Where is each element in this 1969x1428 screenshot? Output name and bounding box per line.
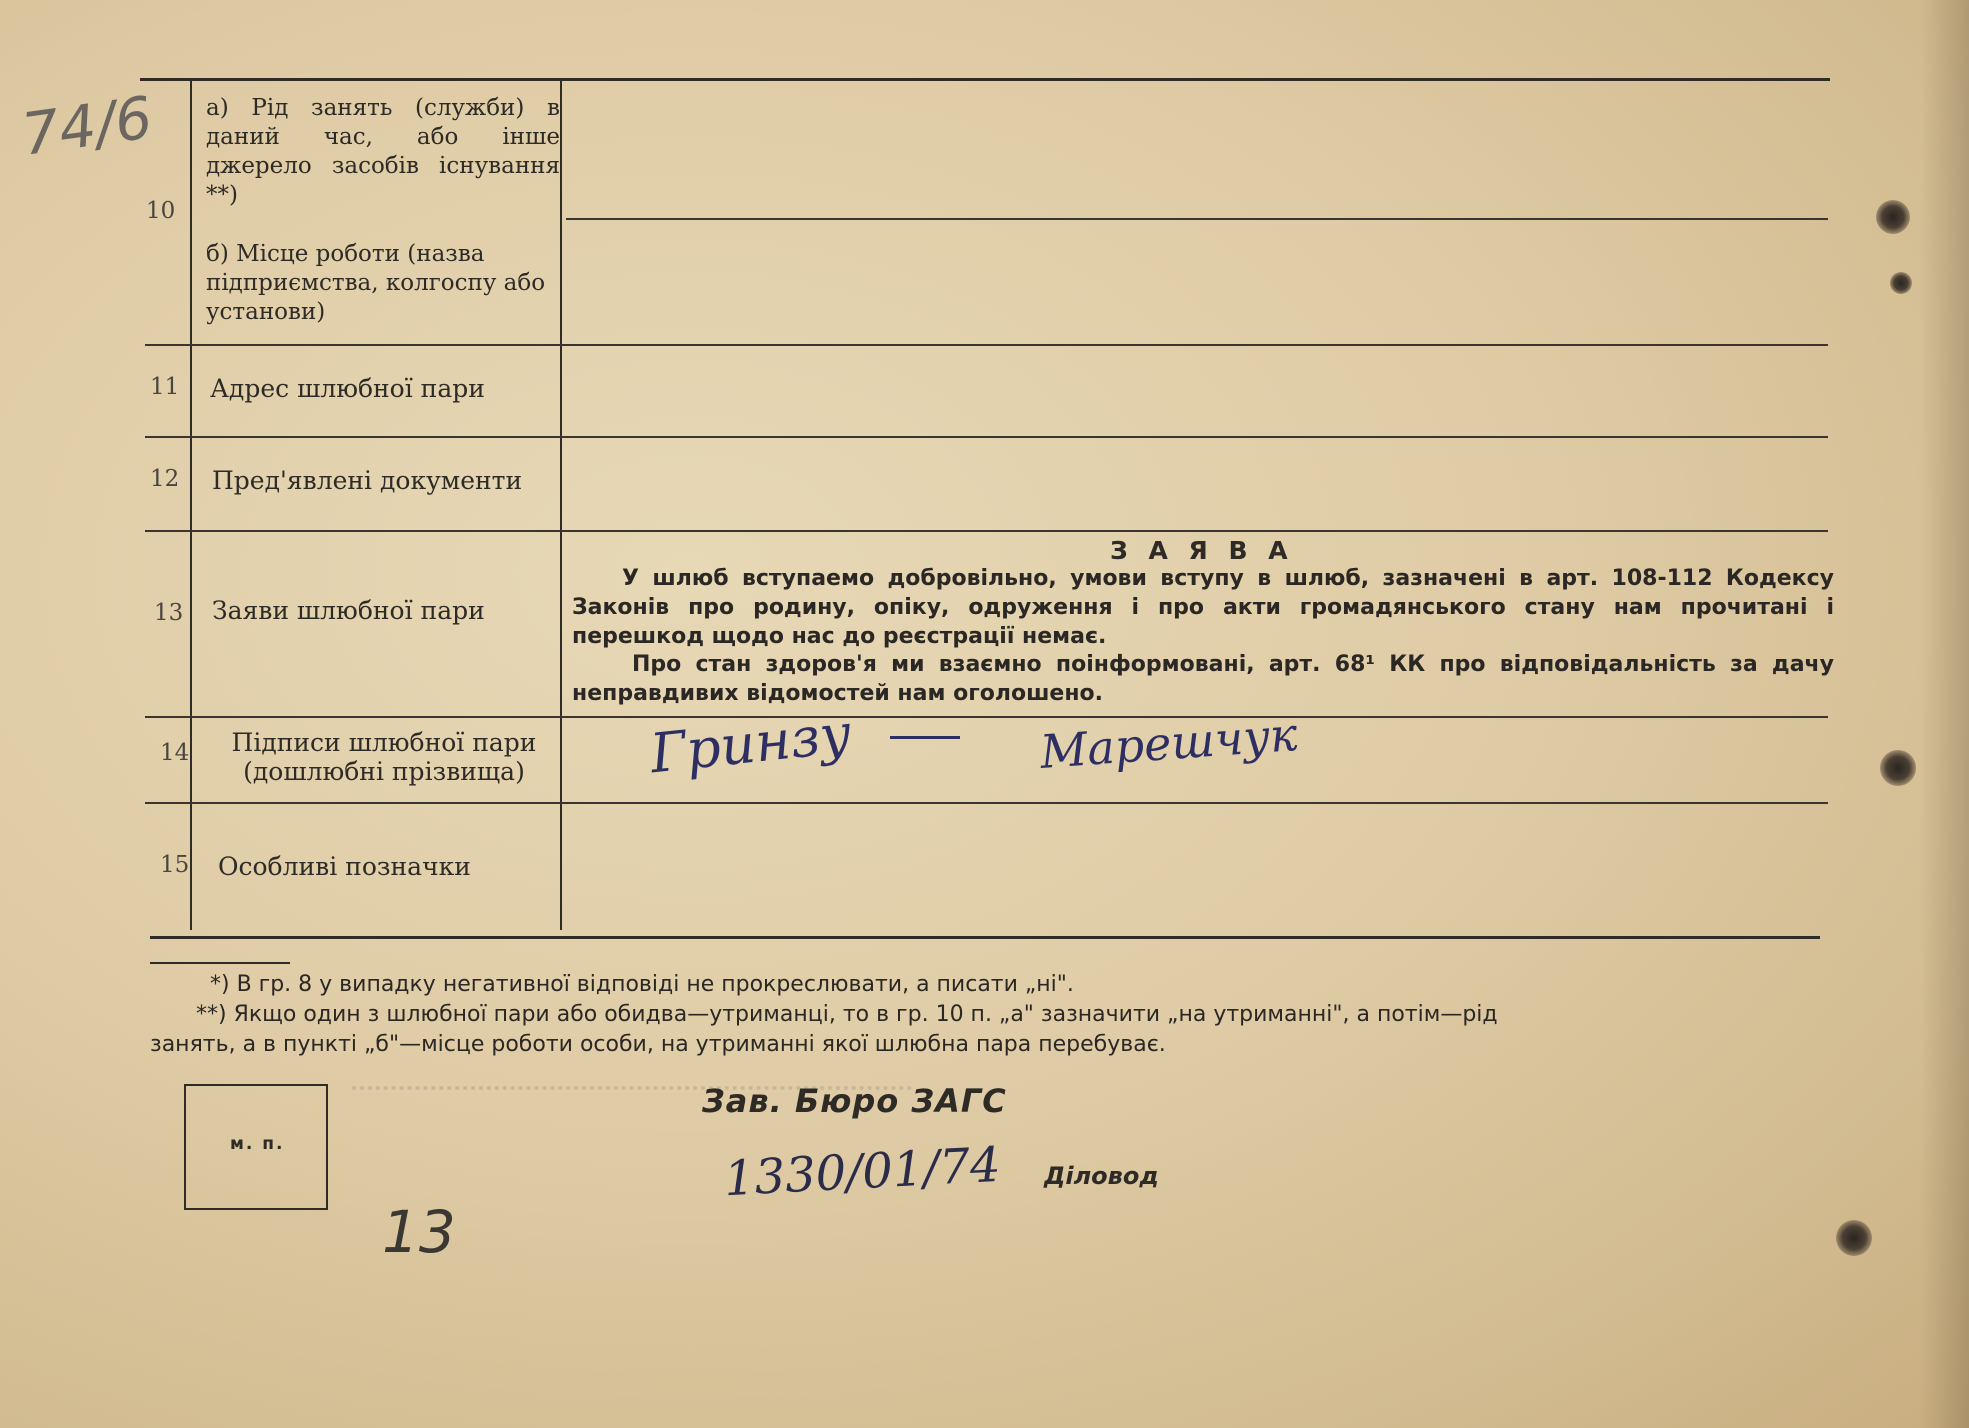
row-15-number: 15 xyxy=(160,852,190,878)
row-14-bottom-rule xyxy=(145,802,1828,804)
row-12-label: Пред'явлені документи xyxy=(212,466,523,495)
row-10a-label: а) Рід занять (служби) в даний час, або інше джерело засобів існування **) xyxy=(206,95,560,208)
seal-box-label: м. п. xyxy=(230,1134,285,1154)
statement-paragraph-2: Про стан здоров'я ми взаємно поінформовані, арт. 68¹ КК про відповідальність за дачу неправдивих відомостей нам оголошено. xyxy=(572,652,1834,706)
row-15-label: Особливі позначки xyxy=(218,852,471,881)
row-10-number: 10 xyxy=(146,198,176,224)
paper-edge-shadow xyxy=(1920,0,1969,1428)
top-rule xyxy=(140,78,1830,81)
row-13-bottom-rule xyxy=(145,716,1828,718)
signature-first: Гринзу xyxy=(647,701,855,786)
signature-second: Марешчук xyxy=(1038,707,1300,779)
bottom-rule xyxy=(150,936,1820,939)
row-14-label: Підписи шлюбної пари (дошлюбні прізвища) xyxy=(231,728,537,786)
row-13-number: 13 xyxy=(154,600,184,626)
signature-dash xyxy=(890,736,960,739)
row-12-number: 12 xyxy=(150,466,180,492)
clerk-title: Діловод xyxy=(1044,1162,1159,1190)
row-14-number: 14 xyxy=(160,740,190,766)
head-title: Зав. Бюро ЗАГС xyxy=(702,1082,1007,1120)
pencil-bottom-number: 13 xyxy=(382,1198,456,1266)
row-10b-label: б) Місце роботи (назва підприємства, колгоспу або установи) xyxy=(206,241,546,325)
footnote-2-line-2: занять, а в пункті „б"—місце роботи особи, на утриманні якої шлюбна пара перебуває. xyxy=(150,1032,1166,1057)
footnote-separator xyxy=(150,962,290,964)
row-10a-underline xyxy=(566,218,1828,220)
pencil-corner-number: 74/6 xyxy=(17,83,157,169)
binding-hole-1 xyxy=(1876,200,1910,234)
binding-hole-4 xyxy=(1836,1220,1872,1256)
row-11-label: Адрес шлюбної пари xyxy=(210,374,485,403)
row-12-bottom-rule xyxy=(145,530,1828,532)
footnote-1: *) В гр. 8 у випадку негативної відповіді не прокреслювати, а писати „ні". xyxy=(210,972,1074,997)
row-13-label: Заяви шлюбної пари xyxy=(212,596,485,625)
row-11-number: 11 xyxy=(150,374,180,400)
footnote-2-line-1: **) Якщо один з шлюбної пари або обидва—утриманці, то в гр. 10 п. „а" зазначити „на утриманні", а потім—рід xyxy=(196,1002,1498,1027)
row-11-bottom-rule xyxy=(145,436,1828,438)
row-10-bottom-rule xyxy=(145,344,1828,346)
binding-hole-2 xyxy=(1890,272,1912,294)
statement-paragraph-1: У шлюб вступаемо добровільно, умови вступу в шлюб, зазначені в арт. 108-112 Кодексу Законів про родину, опіку, одруження і про акти громадянського стану нам прочитані і перешкод щодо нас до реєстрації немає. xyxy=(572,566,1834,649)
binding-hole-3 xyxy=(1880,750,1916,786)
archive-code: 1330/01/74 xyxy=(722,1136,1002,1208)
statement-title: З А Я В А xyxy=(1110,536,1294,565)
